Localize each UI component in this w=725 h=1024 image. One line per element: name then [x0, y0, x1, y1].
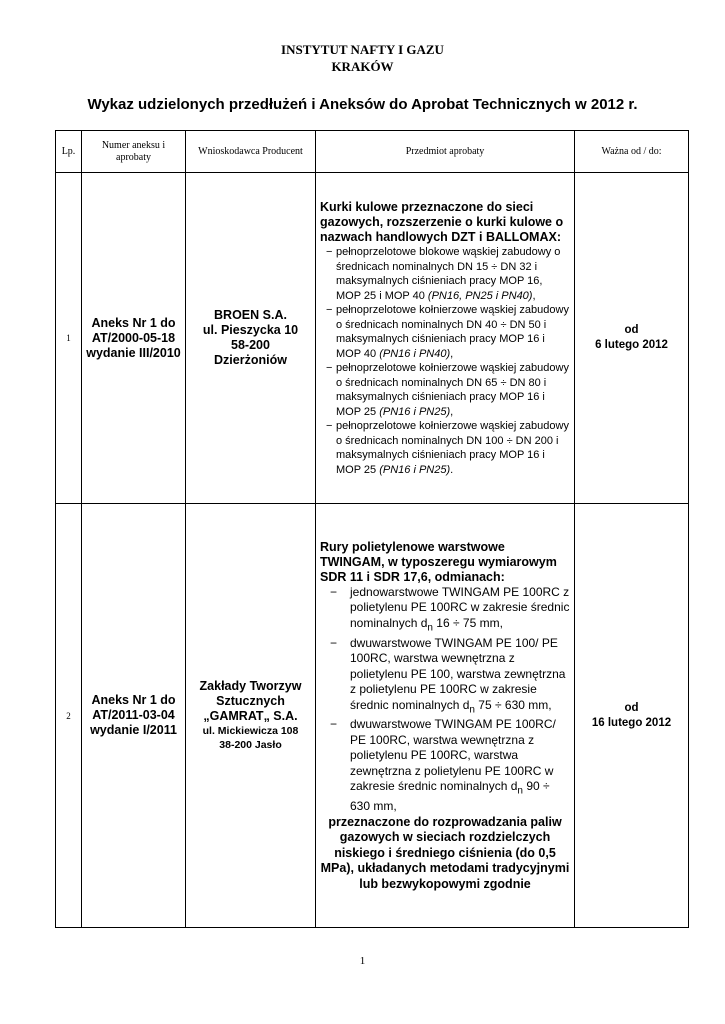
applicant-line: 38-200 Jasło [219, 739, 282, 751]
list-item: − jednowarstwowe TWINGAM PE 100RC z polietylenu PE 100RC w zakresie średnic nominalnych $d_n$ 16 ÷ 75 mm, [328, 585, 570, 636]
applicant-line: BROEN S.A. [214, 308, 287, 322]
annex-number [82, 173, 186, 504]
applicant-line: „GAMRAT„ S.A. [203, 709, 298, 723]
list-item: − dwuwarstwowe TWINGAM PE 100/ PE 100RC, warstwa wewnętrzna z polietylenu PE 100, warstwa zewnętrzna z polietylenu PE 100RC w zakresie średnic nominalnych $d_n$ 75 ÷ 630 mm, [328, 636, 570, 718]
subject-heading: Rury polietylenowe warstwowe TWINGAM, w typoszeregu wymiarowym SDR 11 i SDR 17,6, odmianach: [320, 539, 557, 584]
annex-line: Aneks Nr 1 do [91, 693, 176, 707]
annex-line: AT/2000-05-18 [91, 330, 176, 345]
table-header-row [56, 131, 689, 173]
applicant [186, 173, 316, 504]
annex-line: wydanie III/2010 [86, 345, 181, 360]
applicant-line: ul. Pieszycka 10 [202, 323, 299, 337]
list-item: − pełnoprzelotowe kołnierzowe wąskiej zabudowy o średnicach nominalnych DN 65 ÷ DN 80 i maksymalnych ciśnieniach pracy MOP 16 i MOP 25 (PN16 i PN25), [326, 361, 570, 419]
row-lp: 1 [56, 173, 82, 504]
col-header-number: Numer aneksu i aprobaty [82, 131, 186, 173]
valid-line: od [624, 324, 639, 336]
annex-line: wydanie I/2011 [90, 723, 177, 737]
table-row [56, 504, 689, 928]
subject-tail: przeznaczone do rozprowadzania paliw gazowych w sieciach rozdzielczych niskiego i średniego ciśnienia (do 0,5 MPa), układanych metodami tradycyjnymi lub bezwykopowymi zgodnie [320, 814, 570, 891]
institute-name: INSTYTUT NAFTY I GAZU [281, 42, 444, 57]
approval-subject [316, 504, 575, 928]
page-title: Wykaz udzielonych przedłużeń i Aneksów do Aprobat Technicznych w 2012 r. [87, 96, 638, 113]
applicant-line: Dzierżoniów [214, 353, 287, 367]
valid-line: 6 lutego 2012 [595, 339, 668, 351]
subject-heading: Kurki kulowe przeznaczone do sieci gazowych, rozszerzenie o kurki kulowe o nazwach handlowych DZT i BALLOMAX: [320, 200, 564, 244]
applicant-line: Sztucznych [216, 694, 285, 708]
valid-from [575, 173, 689, 504]
applicant-line: ul. Mickiewicza 108 [202, 725, 299, 737]
list-item: − pełnoprzelotowe kołnierzowe wąskiej zabudowy o średnicach nominalnych DN 40 ÷ DN 50 i maksymalnych ciśnieniach pracy MOP 16 i MOP 40 (PN16 i PN40), [326, 303, 570, 361]
col-header-applicant: Wnioskodawca Producent [186, 131, 316, 173]
approval-subject [316, 173, 575, 504]
annex-number [82, 504, 186, 928]
annex-line: Aneks Nr 1 do [91, 315, 176, 330]
institute-city: KRAKÓW [331, 59, 394, 74]
list-item: − pełnoprzelotowe blokowe wąskiej zabudowy o średnicach nominalnych DN 15 ÷ DN 32 i maksymalnych ciśnieniach pracy MOP 16, MOP 25 i MOP 40 (PN16, PN25 i PN40), [326, 245, 570, 303]
applicant-line: 58-200 [231, 338, 270, 352]
col-header-lp: Lp. [56, 131, 82, 173]
annex-line: AT/2011-03-04 [92, 708, 175, 722]
table-row [56, 173, 689, 504]
valid-line: 16 lutego 2012 [591, 716, 672, 729]
valid-from [575, 504, 689, 928]
valid-line: od [624, 701, 639, 714]
row-lp: 2 [56, 504, 82, 928]
page-number: 1 [359, 955, 366, 967]
col-header-valid: Ważna od / do: [575, 131, 689, 173]
applicant [186, 504, 316, 928]
col-header-subject: Przedmiot aprobaty [316, 131, 575, 173]
list-item: − dwuwarstwowe TWINGAM PE 100RC/ PE 100RC, warstwa wewnętrzna z polietylenu PE 100RC, warstwa zewnętrzna z polietylenu PE 100RC w zakresie średnic nominalnych $d_n$ 90 ÷ 630 mm, [328, 717, 570, 814]
list-item: − pełnoprzelotowe kołnierzowe wąskiej zabudowy o średnicach nominalnych DN 100 ÷ DN 200 i maksymalnych ciśnieniach pracy MOP 16 i MOP 25 (PN16 i PN25). [326, 419, 570, 477]
approvals-table [55, 130, 689, 928]
applicant-line: Zakłady Tworzyw [199, 679, 302, 693]
